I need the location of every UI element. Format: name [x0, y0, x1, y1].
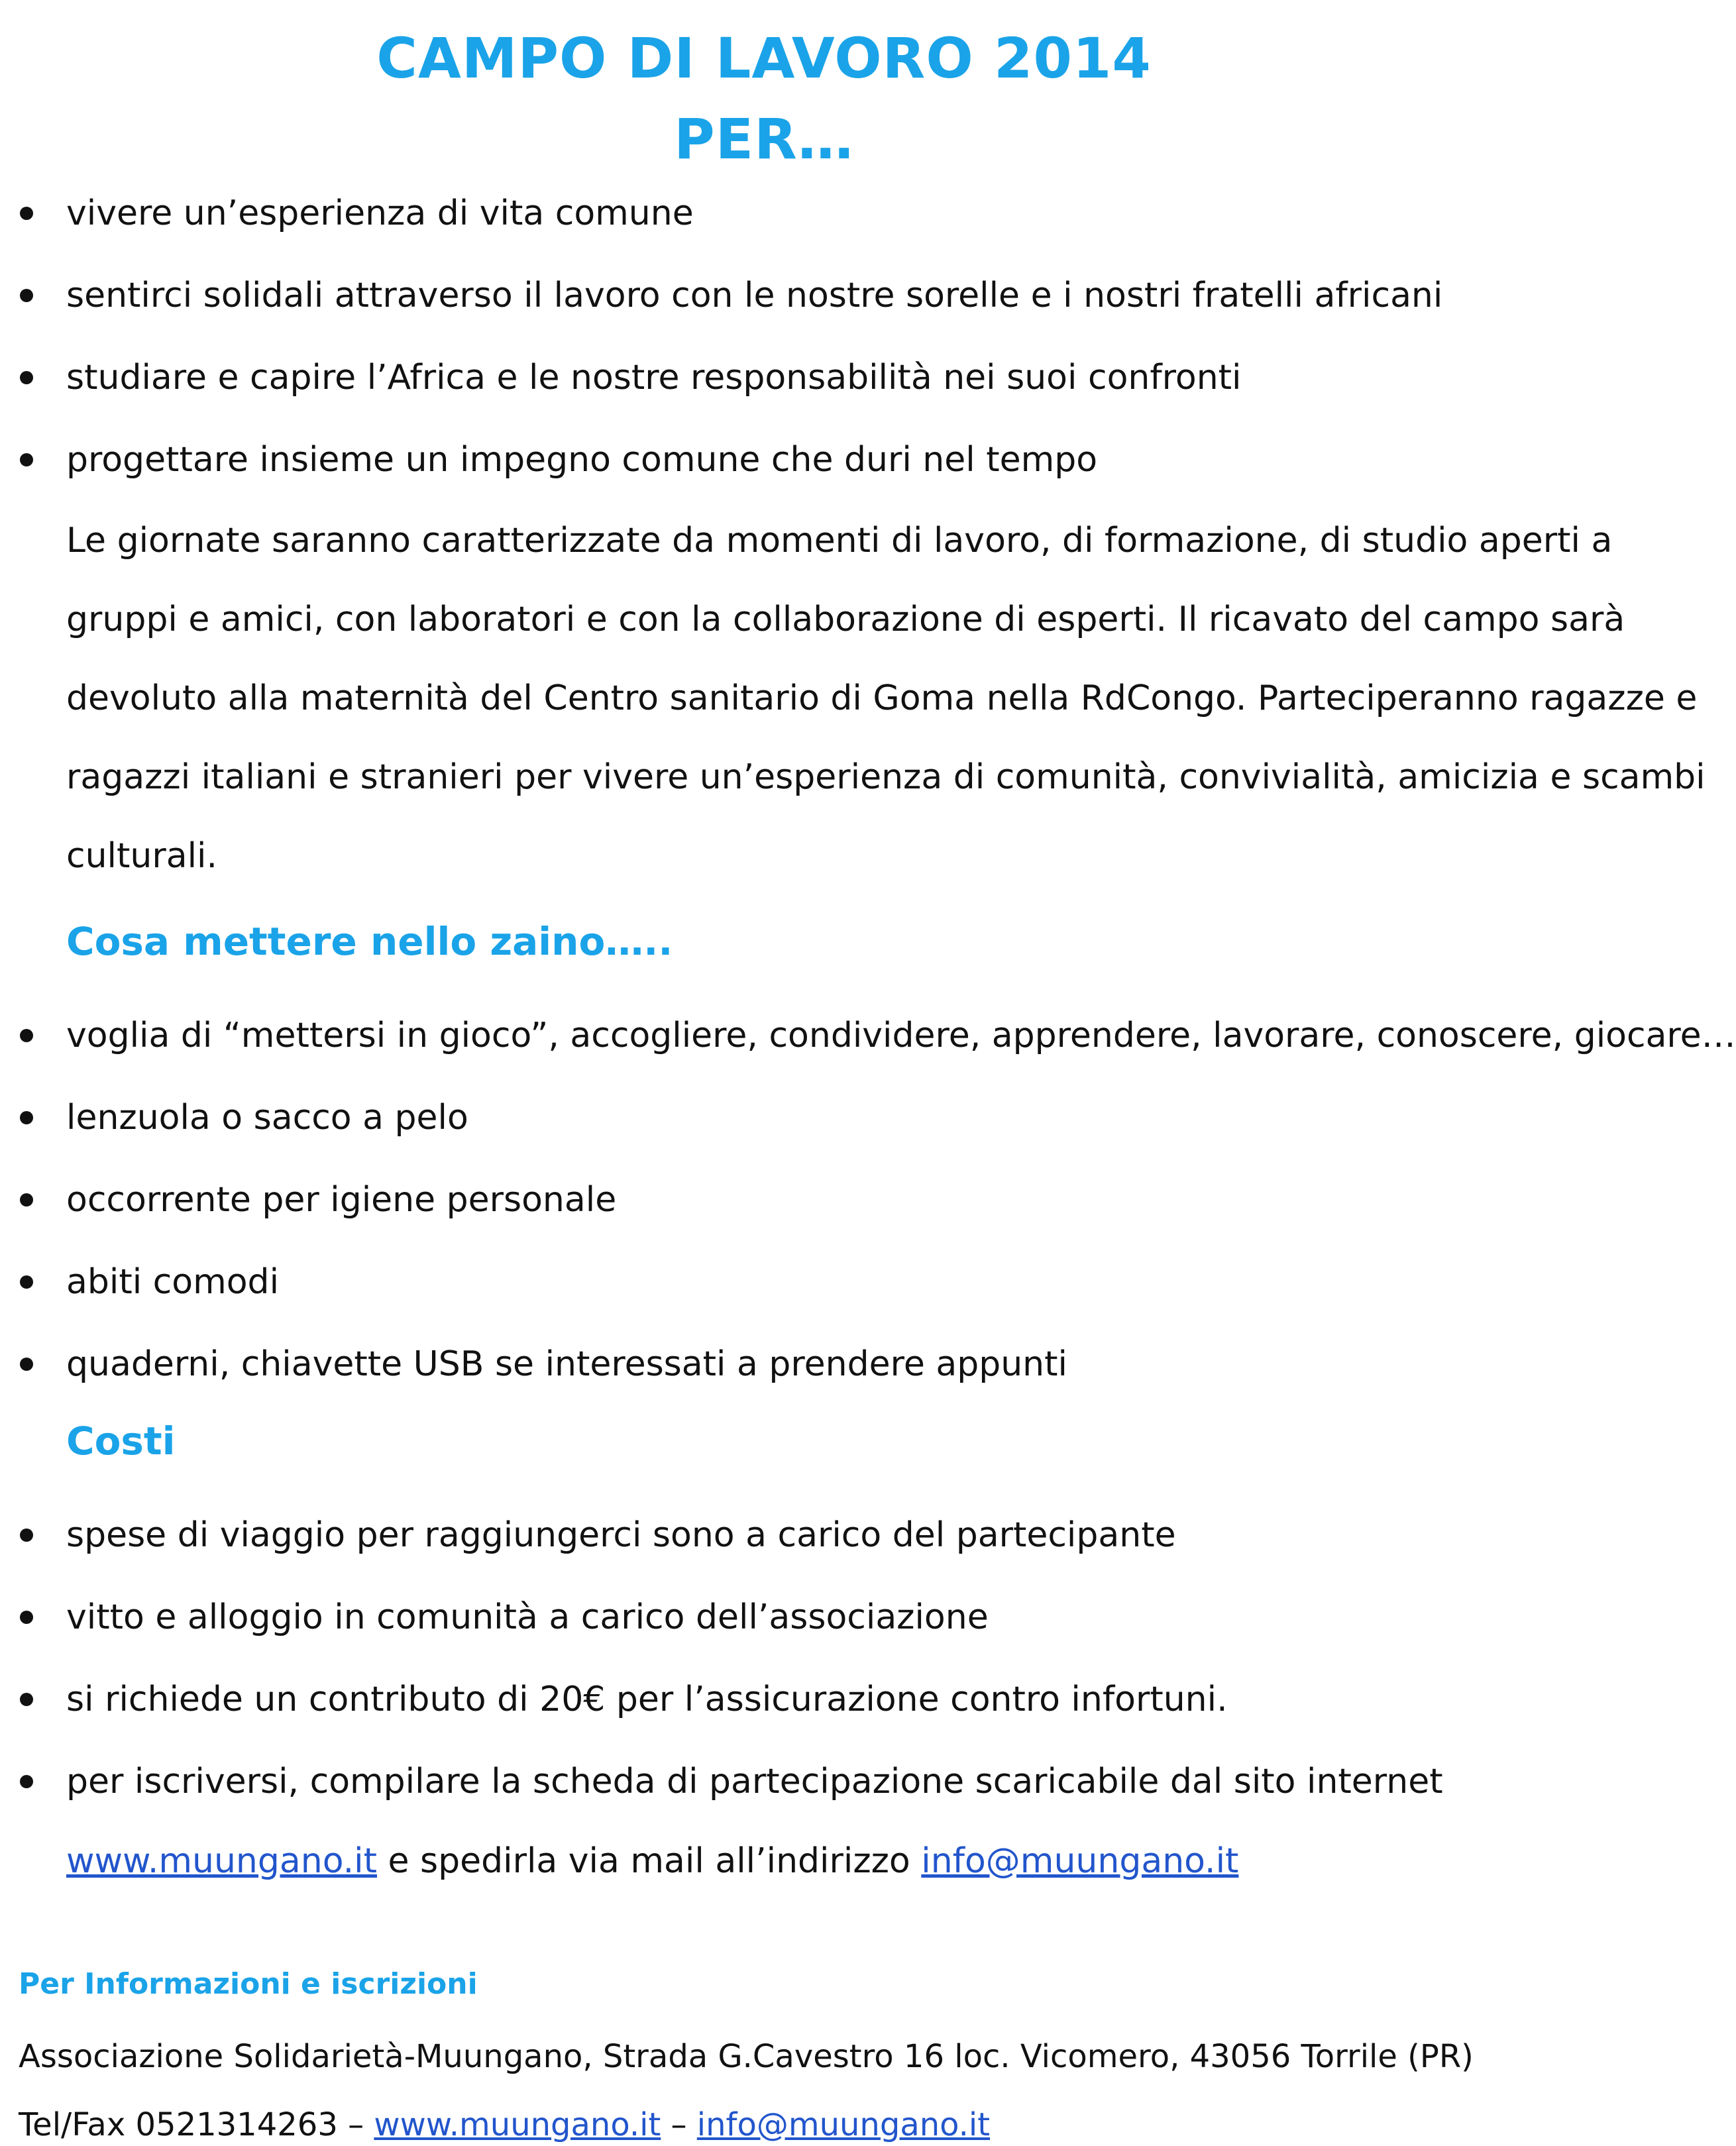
bullet-icon: [20, 1275, 33, 1289]
section-heading-costi: Costi: [66, 1419, 176, 1464]
section-heading-zaino: Cosa mettere nello zaino…..: [66, 919, 673, 964]
bullet-icon: [20, 1111, 33, 1124]
footer-phone: Tel/Fax 0521314263 –: [19, 2106, 374, 2143]
bullet-icon: [20, 1775, 33, 1788]
bullet-icon: [20, 289, 33, 302]
email-link[interactable]: info@muungano.it: [921, 1841, 1239, 1881]
bullet-icon: [20, 371, 33, 384]
bullet-icon: [20, 1029, 33, 1042]
list-item: vitto e alloggio in comunità a carico dell’associazione: [66, 1597, 989, 1637]
list-item-text: e spedirla via mail all’indirizzo: [376, 1841, 922, 1881]
list-item: si richiede un contributo di 20€ per l’assicurazione contro infortuni.: [66, 1680, 1228, 1719]
description-line: devoluto alla maternità del Centro sanitario di Goma nella RdCongo. Parteciperanno ragazze e: [66, 678, 1698, 718]
bullet-icon: [20, 453, 33, 466]
footer-website-link[interactable]: www.muungano.it: [374, 2106, 661, 2143]
description-line: Le giornate saranno caratterizzate da momenti di lavoro, di formazione, di studio aperti a: [66, 521, 1613, 561]
website-link[interactable]: www.muungano.it: [66, 1841, 377, 1881]
page-subtitle: PER…: [674, 107, 854, 172]
list-item: lenzuola o sacco a pelo: [66, 1098, 468, 1138]
description-line: gruppi e amici, con laboratori e con la collaborazione di esperti. Il ricavato del campo sarà: [66, 600, 1625, 639]
list-item: per iscriversi, compilare la scheda di partecipazione scaricabile dal sito internet: [66, 1762, 1443, 1801]
list-item: voglia di “mettersi in gioco”, accogliere, condividere, apprendere, lavorare, conoscere, giocare…: [66, 1016, 1736, 1055]
list-item: spese di viaggio per raggiungerci sono a carico del partecipante: [66, 1515, 1176, 1555]
list-item: progettare insieme un impegno comune che duri nel tempo: [66, 440, 1098, 480]
footer-email-link[interactable]: info@muungano.it: [696, 2106, 991, 2143]
bullet-icon: [20, 1529, 33, 1542]
list-item: quaderni, chiavette USB se interessati a prendere appunti: [66, 1344, 1067, 1384]
footer-address: Associazione Solidarietà-Muungano, Strada G.Cavestro 16 loc. Vicomero, 43056 Torrile (PR): [19, 2038, 1474, 2075]
page-title: CAMPO DI LAVORO 2014: [376, 26, 1152, 91]
description-line: ragazzi italiani e stranieri per vivere un’esperienza di comunità, convivialità, amicizia e scambi: [66, 757, 1706, 797]
list-item: abiti comodi: [66, 1262, 280, 1302]
bullet-icon: [20, 207, 33, 220]
list-item: sentirci solidali attraverso il lavoro con le nostre sorelle e i nostri fratelli africani: [66, 276, 1443, 315]
bullet-icon: [20, 1611, 33, 1624]
bullet-icon: [20, 1693, 33, 1706]
bullet-icon: [20, 1193, 33, 1207]
list-item: occorrente per igiene personale: [66, 1180, 617, 1220]
footer-contacts: [19, 2104, 990, 2146]
footer-separator: –: [661, 2106, 697, 2143]
list-item-continuation: [66, 1839, 1238, 1883]
list-item: vivere un’esperienza di vita comune: [66, 193, 694, 233]
footer-heading: Per Informazioni e iscrizioni: [19, 1967, 478, 2001]
list-item: studiare e capire l’Africa e le nostre responsabilità nei suoi confronti: [66, 358, 1242, 398]
bullet-icon: [20, 1358, 33, 1371]
description-line: culturali.: [66, 836, 218, 876]
